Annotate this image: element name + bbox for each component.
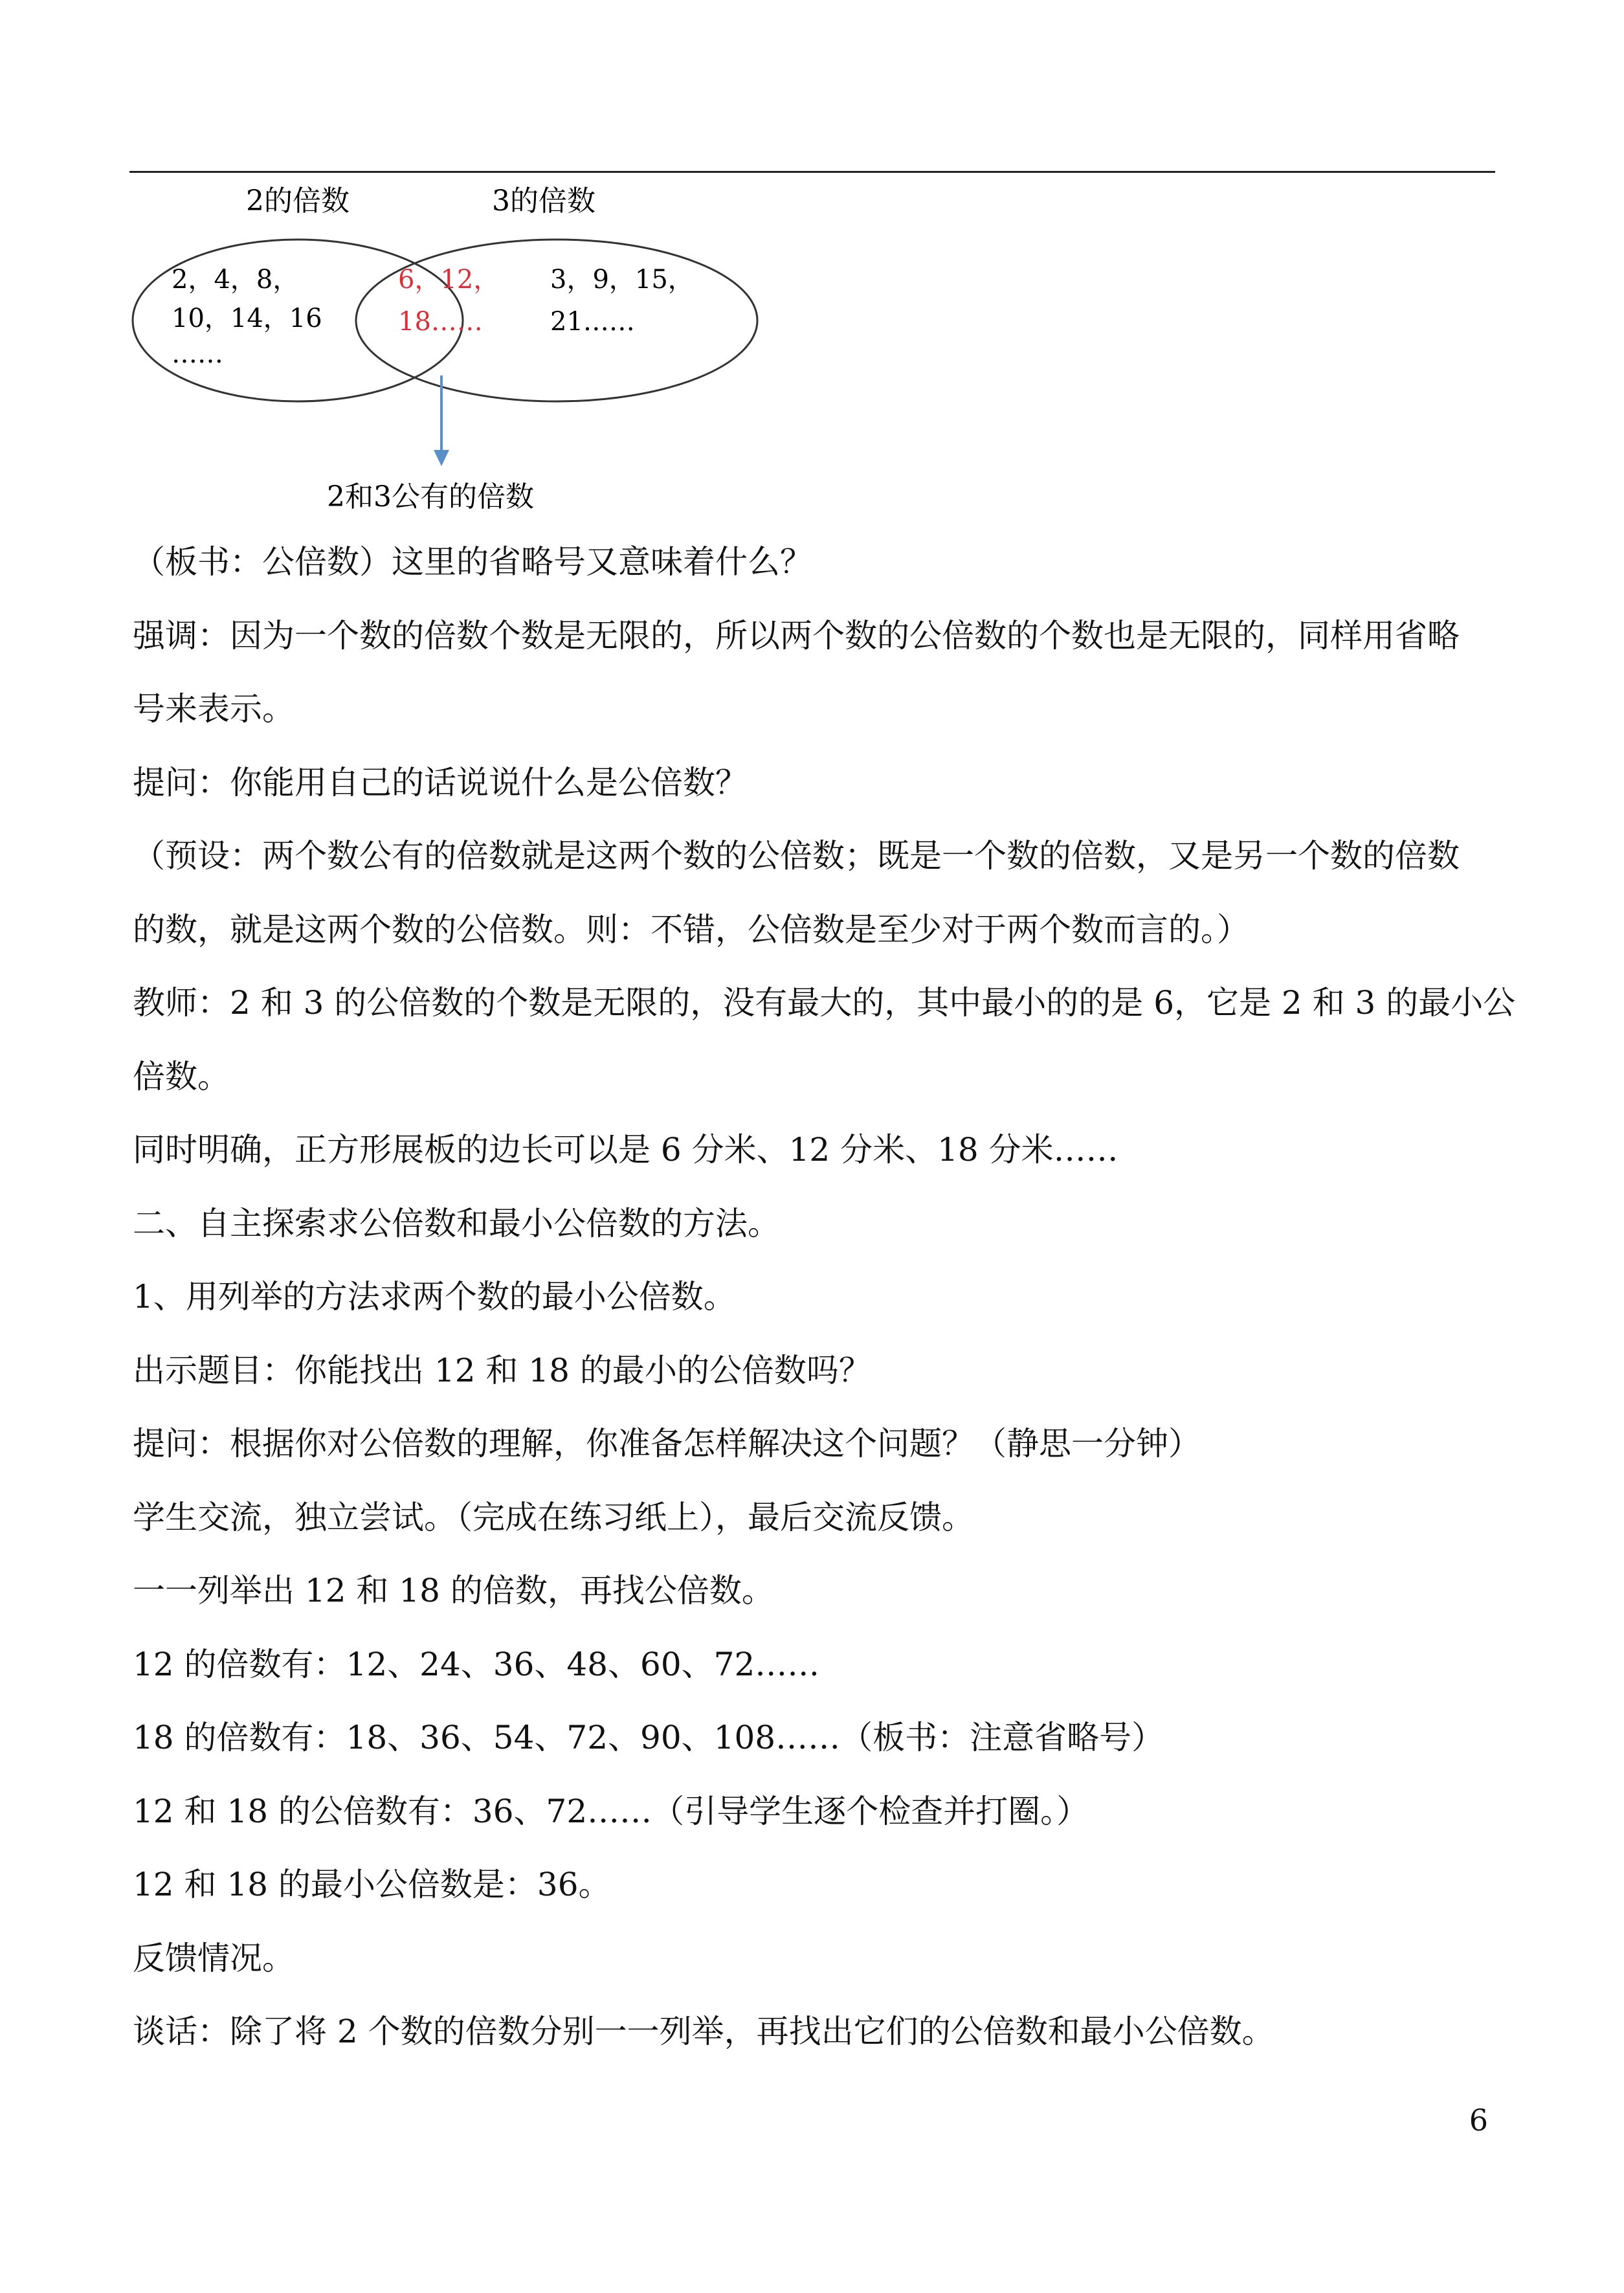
paragraph-line: 强调：因为一个数的倍数个数是无限的，所以两个数的公倍数的个数也是无限的，同样用省略 [133,616,1460,654]
subsection-heading: 1、用列举的方法求两个数的最小公倍数。 [133,1278,736,1315]
left-set-label: 2的倍数 [246,185,350,218]
left-only-line-3: …… [172,339,223,369]
paragraph-line: 同时明确，正方形展板的边长可以是 6 分米、12 分米、18 分米…… [133,1131,1118,1169]
overlap-line-1: 6，12， [398,265,500,295]
right-only-line-1: 3，9，15， [550,265,694,295]
paragraph-line: 反馈情况。 [133,1939,295,1977]
paragraph-line: 出示题目：你能找出 12 和 18 的最小的公倍数吗？ [133,1351,871,1389]
paragraph-line: 倍数。 [133,1057,230,1095]
paragraph-line: 提问：你能用自己的话说说什么是公倍数？ [133,763,748,801]
paragraph-line: 号来表示。 [133,690,295,728]
body-text [133,526,1516,2069]
paragraph-line: （板书：公倍数）这里的省略号又意味着什么？ [133,543,812,581]
left-only-line-1: 2，4，8， [172,265,299,295]
paragraph-line: 12 和 18 的最小公倍数是：36。 [133,1866,611,1903]
overlap-line-2: 18…… [398,307,483,337]
paragraph-line: （预设：两个数公有的倍数就是这两个数的公倍数；既是一个数的倍数，又是另一个数的倍数 [133,837,1460,875]
right-only-line-2: 21…… [550,307,635,337]
page-number: 6 [1469,2103,1488,2138]
arrow-head [434,450,449,466]
paragraph-line: 的数，就是这两个数的公倍数。则：不错，公倍数是至少对于两个数而言的。） [133,910,1249,948]
paragraph-line: 学生交流，独立尝试。（完成在练习纸上），最后交流反馈。 [133,1498,974,1536]
paragraph-line: 一一列举出 12 和 18 的倍数，再找公倍数。 [133,1572,774,1609]
paragraph-line: 提问：根据你对公倍数的理解，你准备怎样解决这个问题？（静思一分钟） [133,1425,1201,1462]
venn-diagram [129,175,777,524]
paragraph-line: 谈话：除了将 2 个数的倍数分别一一列举，再找出它们的公倍数和最小公倍数。 [133,2013,1274,2050]
paragraph-line: 18 的倍数有：18、36、54、72、90、108……（板书：注意省略号） [133,1719,1164,1756]
venn-caption: 2和3公有的倍数 [327,480,534,513]
header-rule [129,171,1495,173]
section-heading: 二、自主探索求公倍数和最小公倍数的方法。 [133,1204,780,1242]
paragraph-line: 12 的倍数有：12、24、36、48、60、72…… [133,1645,820,1683]
left-only-line-2: 10，14，16 [172,304,322,333]
paragraph-line: 12 和 18 的公倍数有：36、72……（引导学生逐个检查并打圈。） [133,1792,1089,1830]
paragraph-line: 教师：2 和 3 的公倍数的个数是无限的，没有最大的，其中最小的的是 6，它是 2 和 3 的最小公 [133,984,1516,1022]
right-set-label: 3的倍数 [492,185,595,218]
